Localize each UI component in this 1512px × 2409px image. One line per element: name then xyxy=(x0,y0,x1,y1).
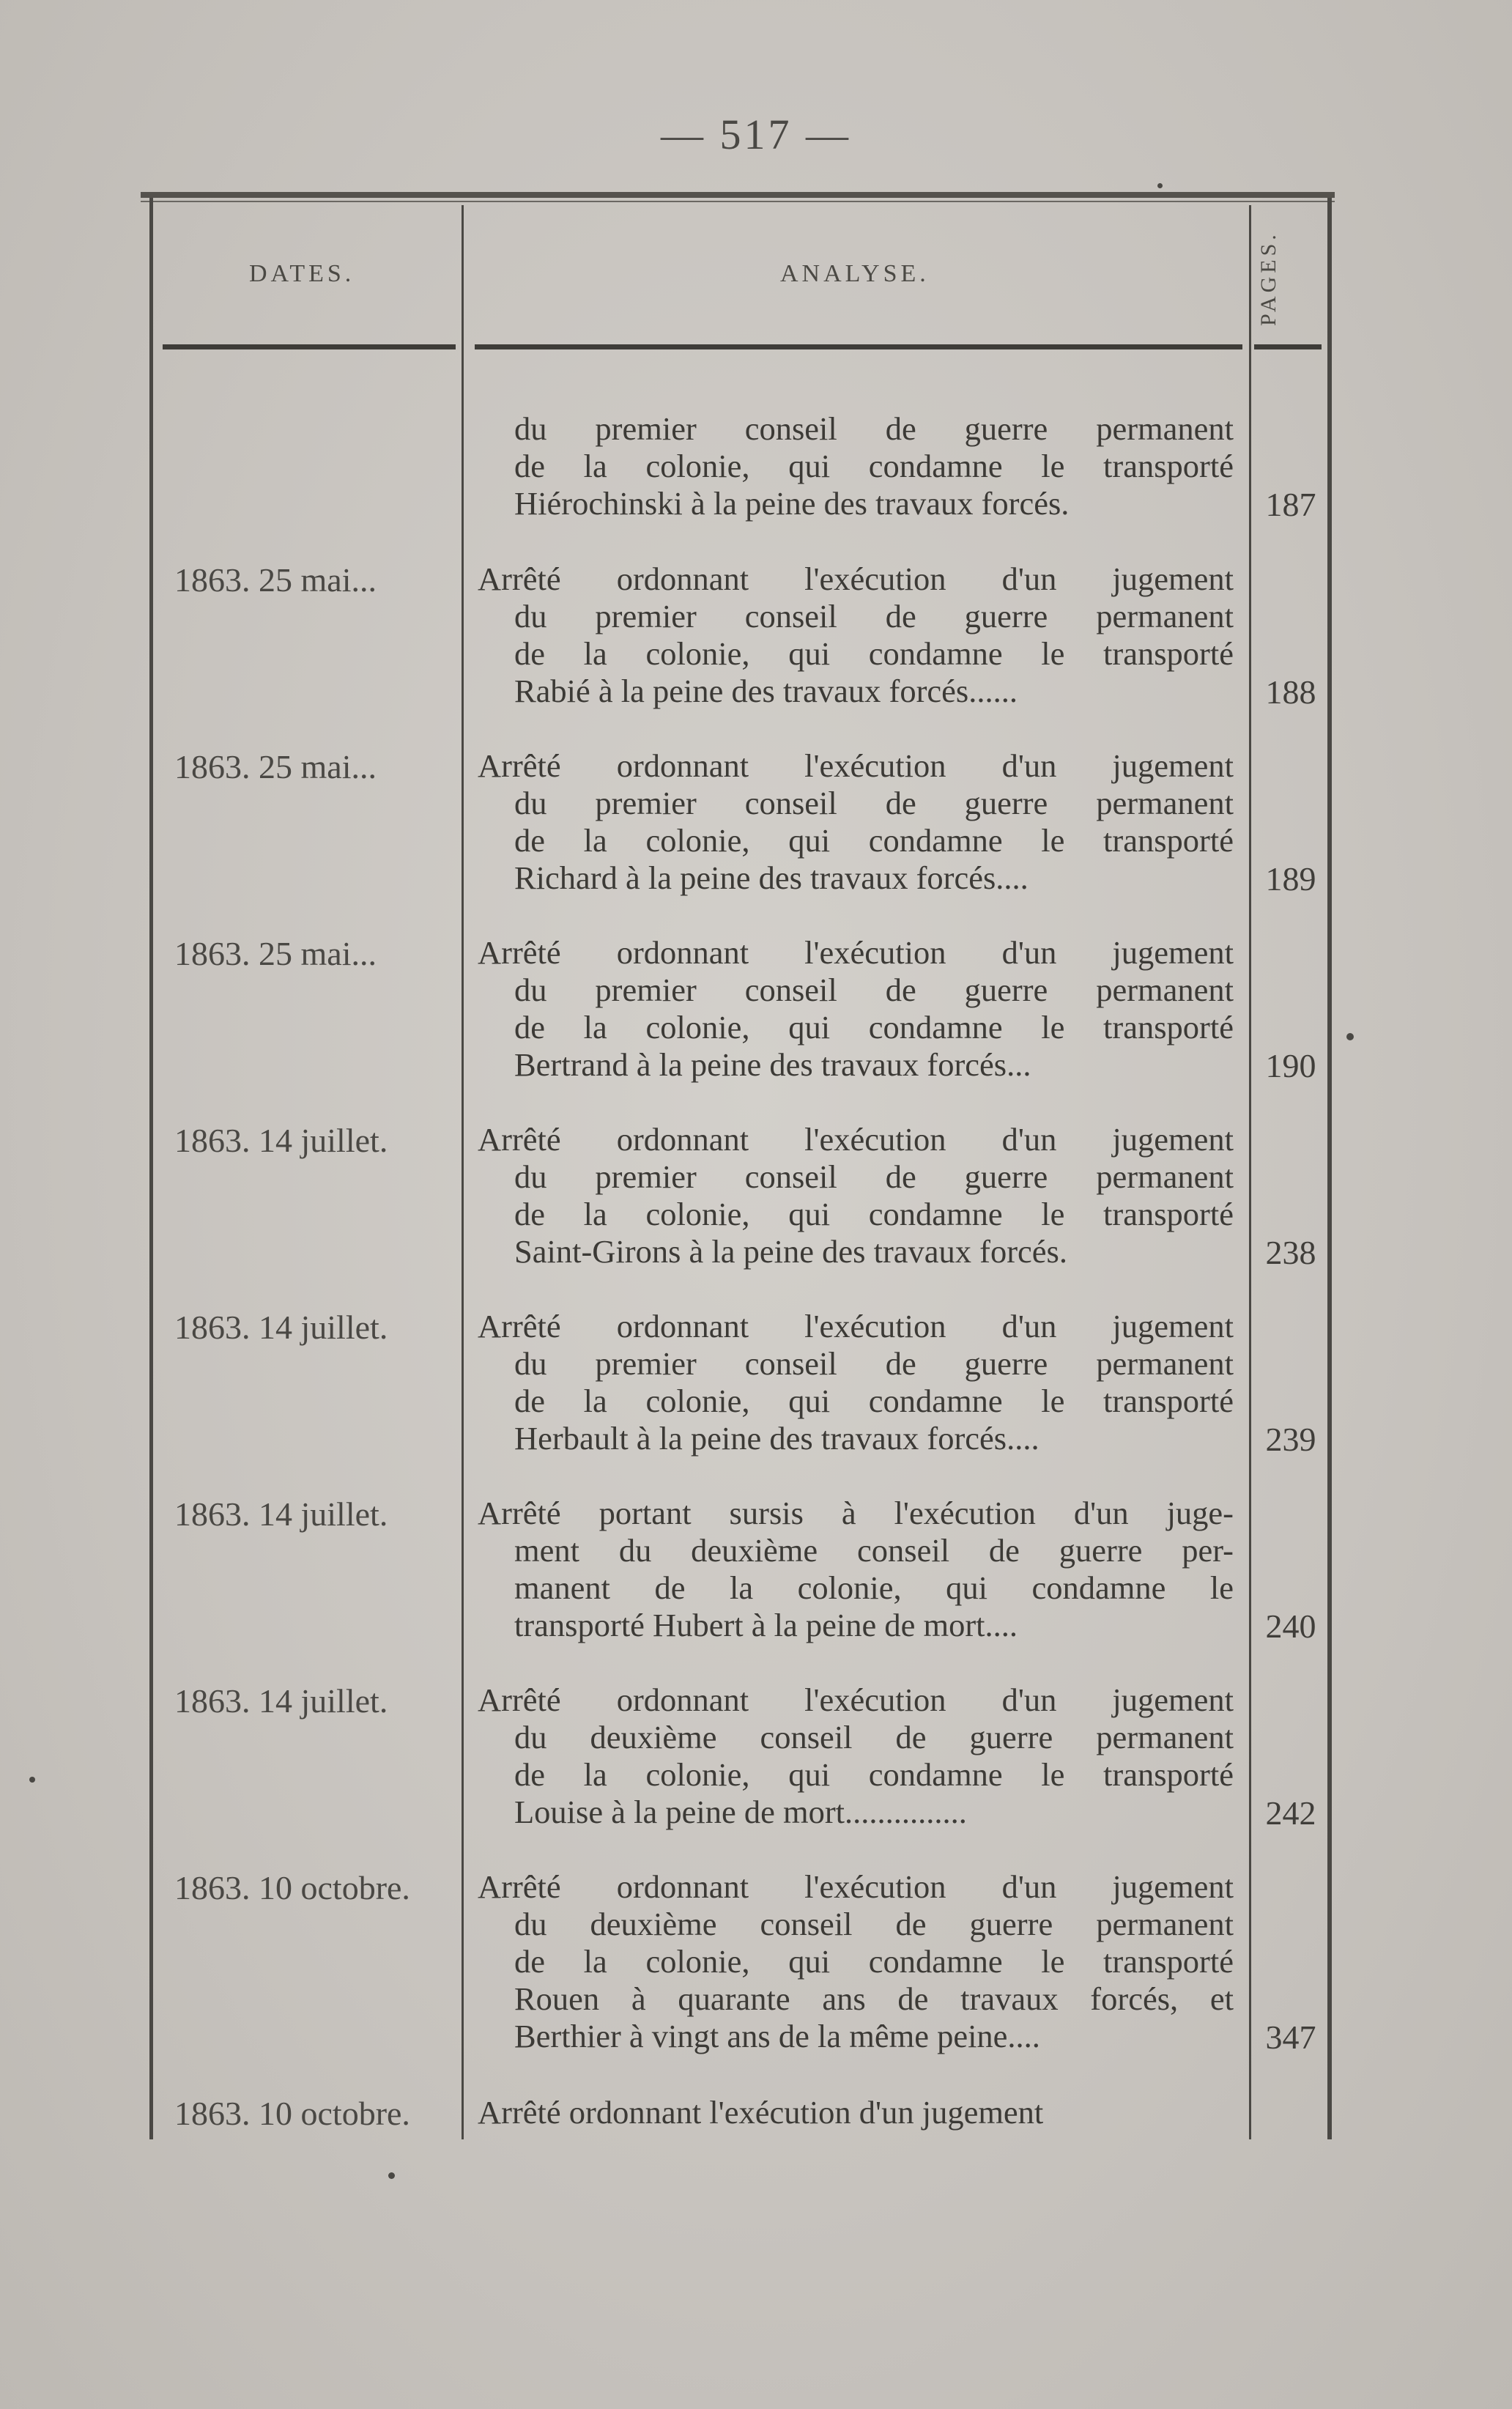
analyse-line: Arrêté ordonnant l'exécution d'un jugement xyxy=(478,1308,1234,1344)
page-number: — 517 — xyxy=(661,111,851,158)
analyse-line: Arrêté ordonnant l'exécution d'un jugement xyxy=(478,934,1234,971)
header-analyse: ANALYSE. xyxy=(780,260,930,287)
analyse-line: du premier conseil de guerre permanent xyxy=(514,972,1234,1008)
table-top-rule-thin xyxy=(141,201,1335,202)
analyse-line: Herbault à la peine des travaux forcés.... xyxy=(514,1420,1040,1457)
analyse-line: de la colonie, qui condamne le transporté xyxy=(514,635,1234,672)
table-right-border xyxy=(1327,198,1332,2139)
analyse-line: Arrêté ordonnant l'exécution d'un jugement xyxy=(478,560,1234,597)
table-top-rule xyxy=(141,192,1335,198)
analyse-line: du deuxième conseil de guerre permanent xyxy=(514,1719,1234,1755)
entry-analyse xyxy=(478,1868,1234,2055)
analyse-line: Hiérochinski à la peine des travaux forcés. xyxy=(514,485,1070,522)
entry-analyse xyxy=(478,934,1234,1084)
analyse-line: du premier conseil de guerre permanent xyxy=(514,1345,1234,1382)
analyse-line: de la colonie, qui condamne le transporté xyxy=(514,822,1234,859)
analyse-line: de la colonie, qui condamne le transporté xyxy=(514,1009,1234,1046)
analyse-line: de la colonie, qui condamne le transporté xyxy=(514,1943,1234,1980)
page-reference: 189 xyxy=(1265,860,1316,898)
page-reference: 240 xyxy=(1265,1607,1316,1645)
analyse-line: Arrêté portant sursis à l'exécution d'un juge- xyxy=(478,1495,1234,1531)
analyse-line: Saint-Girons à la peine des travaux forcés. xyxy=(514,1233,1068,1270)
column-divider-analyse xyxy=(1249,205,1251,2139)
analyse-line: Arrêté ordonnant l'exécution d'un jugement xyxy=(478,2094,1044,2131)
analyse-line: du premier conseil de guerre permanent xyxy=(514,785,1234,821)
page-reference: 242 xyxy=(1265,1794,1316,1832)
entry-analyse xyxy=(478,1495,1234,1644)
entry-analyse xyxy=(478,1121,1234,1270)
entry-date: 1863. 25 mai... xyxy=(174,748,377,785)
scan-speck xyxy=(1346,1033,1354,1040)
analyse-line: Arrêté ordonnant l'exécution d'un jugement xyxy=(478,1121,1234,1158)
analyse-line: ment du deuxième conseil de guerre per- xyxy=(514,1532,1234,1569)
entry-date: 1863. 25 mai... xyxy=(174,935,377,972)
analyse-line: transporté Hubert à la peine de mort.... xyxy=(514,1607,1018,1643)
entry-date: 1863. 14 juillet. xyxy=(174,1495,388,1533)
page-reference: 188 xyxy=(1265,673,1316,711)
entry-date: 1863. 10 octobre. xyxy=(174,1869,410,1906)
analyse-line: Richard à la peine des travaux forcés.... xyxy=(514,859,1029,896)
analyse-line: de la colonie, qui condamne le transporté xyxy=(514,1196,1234,1232)
entry-date: 1863. 14 juillet. xyxy=(174,1682,388,1720)
header-pages: PAGES. xyxy=(1256,231,1281,326)
entry-analyse xyxy=(478,560,1234,710)
entry-analyse xyxy=(478,1681,1234,1831)
analyse-line: du premier conseil de guerre permanent xyxy=(514,598,1234,634)
scan-speck xyxy=(388,2172,395,2179)
page-reference: 239 xyxy=(1265,1421,1316,1458)
page-reference: 347 xyxy=(1265,2018,1316,2056)
entry-date: 1863. 25 mai... xyxy=(174,561,377,599)
header-rule-dates xyxy=(163,344,456,349)
header-dates: DATES. xyxy=(249,260,355,287)
entry-date: 1863. 14 juillet. xyxy=(174,1309,388,1346)
analyse-line: Bertrand à la peine des travaux forcés... xyxy=(514,1046,1031,1083)
entry-analyse xyxy=(478,2094,1234,2131)
analyse-line: Rabié à la peine des travaux forcés...... xyxy=(514,673,1018,709)
analyse-line: Rouen à quarante ans de travaux forcés, et xyxy=(514,1980,1234,2017)
analyse-line: de la colonie, qui condamne le transporté xyxy=(514,1756,1234,1793)
analyse-line: du deuxième conseil de guerre permanent xyxy=(514,1906,1234,1942)
page-reference: 187 xyxy=(1265,486,1316,523)
column-divider-dates xyxy=(462,205,464,2139)
analyse-line: Arrêté ordonnant l'exécution d'un jugement xyxy=(478,1868,1234,1905)
page-reference: 238 xyxy=(1265,1234,1316,1271)
scan-speck xyxy=(29,1777,35,1783)
entry-date: 1863. 14 juillet. xyxy=(174,1122,388,1159)
entry-date: 1863. 10 octobre. xyxy=(174,2095,410,2132)
analyse-line: Berthier à vingt ans de la même peine.... xyxy=(514,2018,1040,2054)
table-left-border xyxy=(149,198,153,2139)
analyse-line: Louise à la peine de mort............... xyxy=(514,1794,967,1830)
analyse-line: du premier conseil de guerre permanent xyxy=(514,1158,1234,1195)
entry-analyse xyxy=(478,1308,1234,1457)
analyse-line: du premier conseil de guerre permanent xyxy=(514,410,1234,447)
analyse-line: de la colonie, qui condamne le transporté xyxy=(514,448,1234,484)
analyse-line: Arrêté ordonnant l'exécution d'un jugement xyxy=(478,1681,1234,1718)
scan-speck xyxy=(1157,183,1163,188)
header-rule-pages xyxy=(1254,344,1322,349)
entry-analyse xyxy=(478,747,1234,897)
analyse-line: Arrêté ordonnant l'exécution d'un jugement xyxy=(478,747,1234,784)
analyse-line: manent de la colonie, qui condamne le xyxy=(514,1569,1234,1606)
page-reference: 190 xyxy=(1265,1047,1316,1084)
entry-analyse xyxy=(478,410,1234,522)
analyse-line: de la colonie, qui condamne le transporté xyxy=(514,1383,1234,1419)
header-rule-analyse xyxy=(475,344,1242,349)
